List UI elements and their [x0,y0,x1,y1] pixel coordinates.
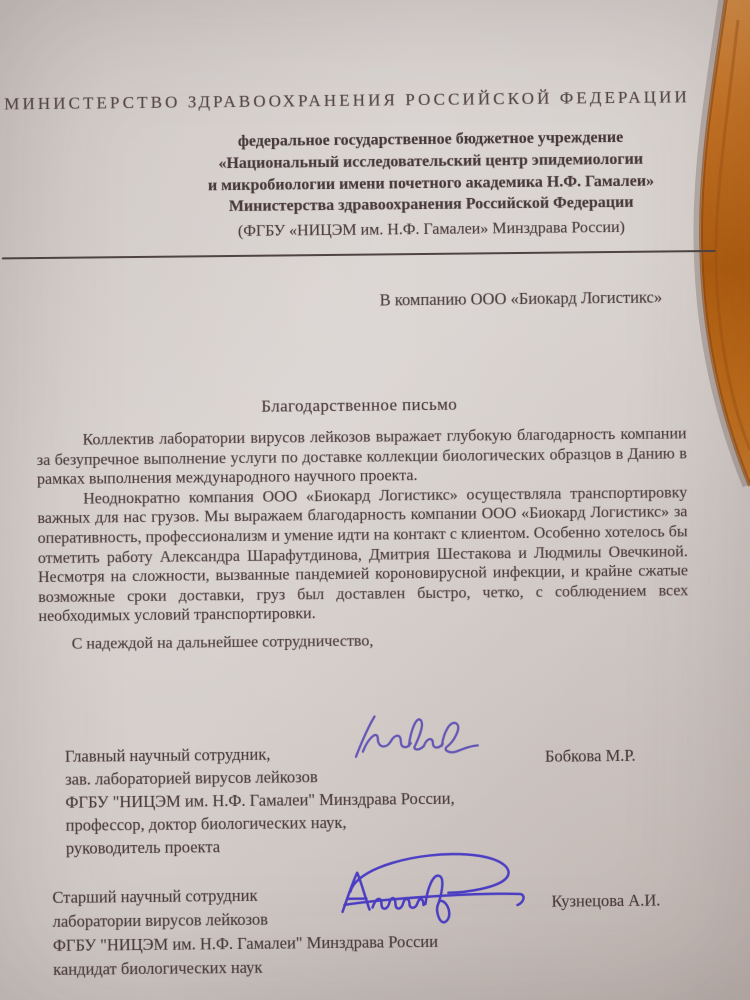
institution-line: «Национальный исследовательский центр эпидемиологии [218,150,644,172]
signatory-1-name: Бобкова М.Р. [544,745,636,766]
signature-1-handwriting [349,710,484,761]
institution-line: федеральное государственное бюджетное учреждение [237,128,624,150]
signatory-position-line: руководитель проекта [65,837,221,858]
institution-line: и микробиологии имени почетного академика Н.Ф. Гамалеи» [207,172,655,194]
closing-line: С надеждой на дальнейшее сотрудничество, [71,632,374,653]
gamaleya-microscope-logo-icon [26,117,117,240]
institution-abbreviation-line: (ФГБУ «НИЦЭМ им. Н.Ф. Гамалеи» Минздрава России) [237,218,626,240]
institution-name-block [170,126,691,219]
signatory-position-line: кандидат биологических наук [53,957,263,979]
letter-title: Благодарственное письмо [261,394,458,416]
signatory-position-line: ФГБУ "НИЦЭМ им. Н.Ф. Гамалеи" Минздрава России [52,931,439,955]
signatory-position-line: Главный научный сотрудник, [64,744,271,766]
signatory-position-line: ФГБУ "НИЦЭМ им. Н.Ф. Гамалеи" Минздрава России, [65,788,455,812]
signatory-position-line: Старший научный сотрудник [52,885,258,907]
signatory-position-line: лаборатории вирусов лейкозов [52,909,269,931]
letterhead-divider-rule [2,250,716,259]
signatory-2-name: Кузнецова А.И. [551,890,661,911]
body-paragraph: Коллектив лаборатории вирусов лейкозов выражает глубокую благодарность компании за безупречное выполнение услуги по доставке коллекции биологических образцов в Данию в рамках выполнения международного научного проекта. [36,425,687,489]
ministry-header-line: МИНИСТЕРСТВО ЗДРАВООХРАНЕНИЯ РОССИЙСКОЙ ФЕДЕРАЦИИ [4,87,690,114]
letter-body [37,424,689,627]
institution-line: Министерства здравоохранения Российской Федерации [228,194,634,216]
recipient-line: В компанию ООО «Биокард Логистикс» [379,287,663,310]
signatory-position-line: зав. лабораторией вирусов лейкозов [65,767,318,789]
signature-2-handwriting [326,846,531,932]
signatory-position-line: профессор, доктор биологических наук, [65,812,347,835]
body-paragraph: Неоднократно компания ООО «Биокард Логистикс» осуществляла транспортировку важных для нас грузов. Мы выражаем благодарность компании ООО «Биокард Логистикс» за оперативность, профессионализм и умение идти на контакт с клиентом. Особенно хотелось бы отметить работу Александра Шарафутдинова, Дмитрия Шестакова и Людмилы Овечкиной. Несмотря на сложности, вызванные пандемией короновирусной инфекции, и крайне сжатые возможные сроки доставки, груз был доставлен быстро, четко, с соблюдением всех необходимых условий транспортировки. [37,484,689,626]
